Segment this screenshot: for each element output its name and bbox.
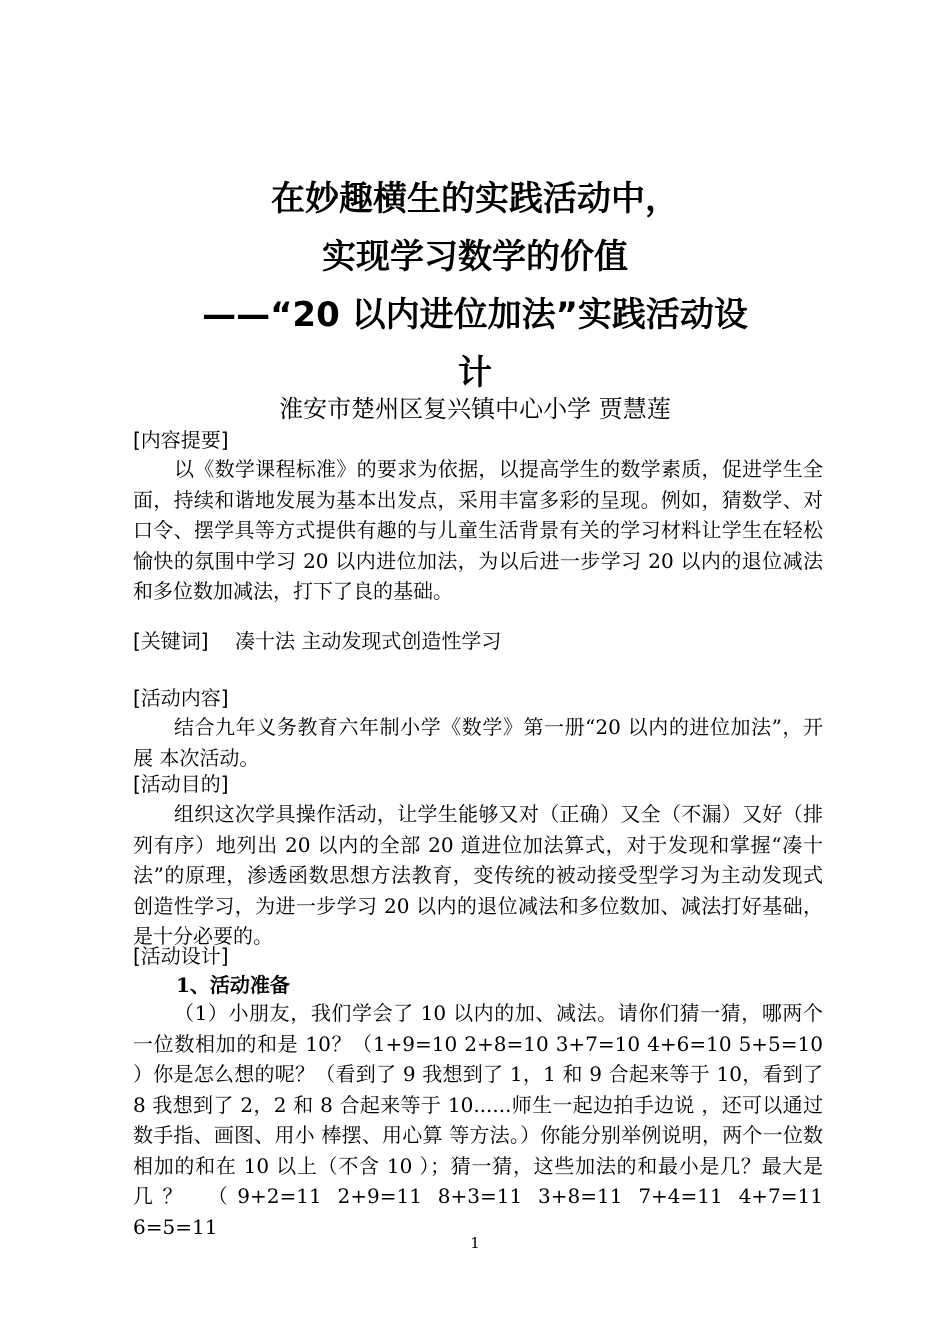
author-line: 淮安市楚州区复兴镇中心小学 贾慧莲 [279, 395, 671, 423]
keywords-heading: [关键词] [133, 629, 209, 653]
page-number: 1 [470, 1234, 480, 1252]
keywords-text: 凑十法 主动发现式创造性学习 [234, 629, 502, 653]
title-line-1: 在妙趣横生的实践活动中， [271, 179, 679, 219]
abstract-text: 以《数学课程标准》的要求为依据，以提高学生的数学素质，促进学生全面，持续和谐地发展为基本出发点，采用丰富多彩的呈现。例如，猜数学、对口令、摆学具等方式提供有趣的与儿童生活背景有关的学习材料让学生在轻松愉快的氛围中学习 20 以内进位加法，为以后进一步学习 20 以内的退位减法和多位数加减法，打下了良的基础。 [133, 457, 823, 603]
title-line-4: 计 [458, 353, 492, 393]
activity-content-text: 结合九年义务教育六年制小学《数学》第一册“20 以内的进位加法”，开展 本次活动。 [133, 715, 823, 770]
title-line-2: 实现学习数学的价值 [322, 237, 628, 277]
keywords-line [133, 626, 501, 656]
abstract-heading: [内容提要] [133, 428, 229, 452]
activity-goal-heading: [活动目的] [133, 772, 229, 796]
title-line-3: ——“20 以内进位加法”实践活动设 [202, 295, 748, 335]
activity-design-heading: [活动设计] [133, 944, 229, 968]
activity-goal-text: 组织这次学具操作活动，让学生能够又对（正确）又全（不漏）又好（排列有序）地列出 20 以内的全部 20 道进位加法算式，对于发现和掌握“凑十法”的原理，渗透函数思想方法教育，变传统的被动接受型学习为主动发现式创造性学习，为进一步学习 20 以内的退位减法和多位数加、减法打好基础，是十分必要的。 [133, 802, 823, 948]
activity-design-text: （1）小朋友，我们学会了 10 以内的加、减法。请你们猜一猜，哪两个一位数相加的和是 10？（1+9=10 2+8=10 3+7=10 4+6=10 5+5=10 ）你是怎么想的呢？（看到了 9 我想到了 1，1 和 9 合起来等于 10，看到了 8 我想到了 2，2 和 8 合起来等于 10......师生一起边拍手边说 ，还可以通过数手指、画图、用小 棒摆、用心算 等方法。）你能分别举例说明，两个一位数相加的和在 10 以上（不含 10 ）；猜一猜，这些加法的和最小是几？最大是 几？ （9+2=11 2+9=11 8+3=11 3+8=11 7+4=11 4+7=11 6=5=11 [133, 1001, 823, 1239]
activity-prep-subheading: 1、活动准备 [176, 973, 290, 997]
document-title [120, 170, 830, 402]
activity-content-heading: [活动内容] [133, 686, 229, 710]
